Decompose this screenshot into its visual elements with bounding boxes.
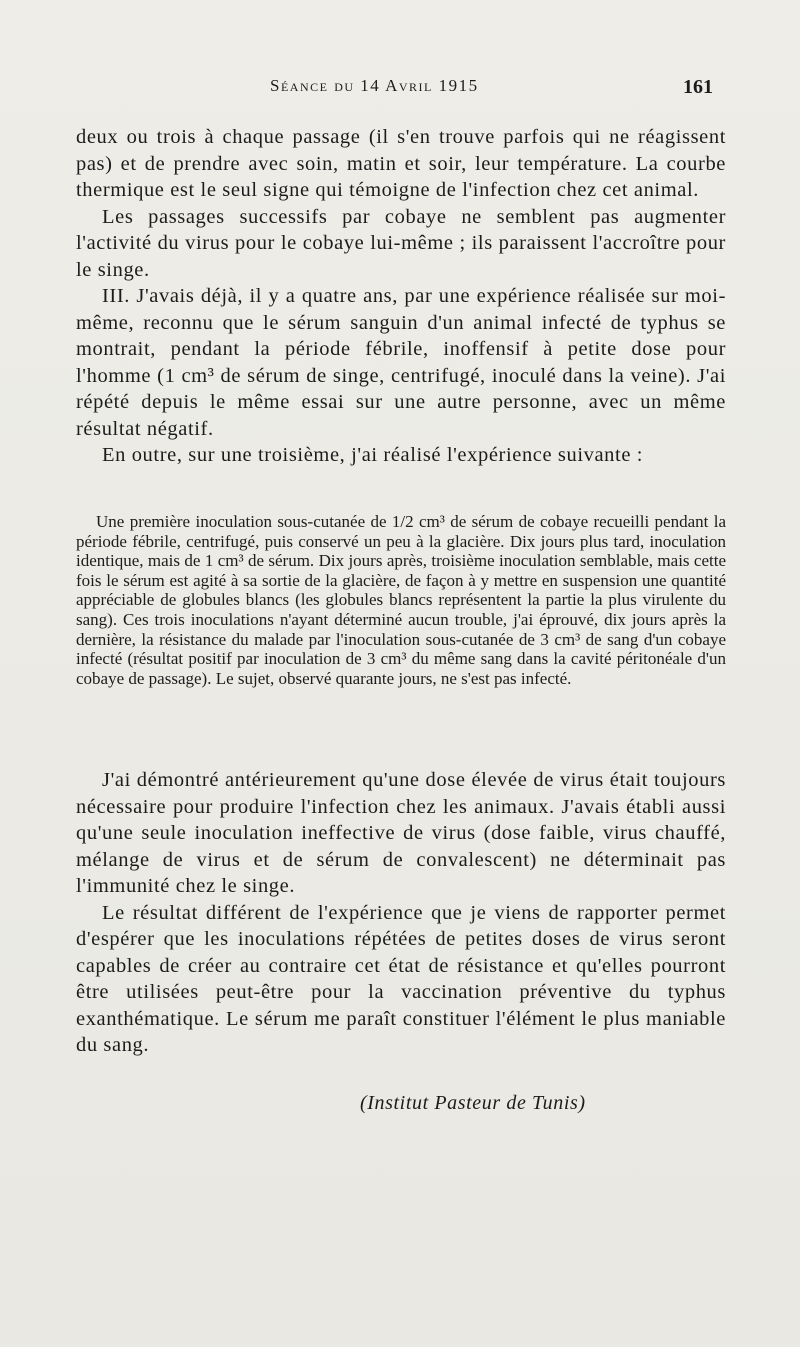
paragraph: Les passages successifs par cobaye ne semblent pas augmenter l'activité du virus pour le cobaye lui-même ; ils paraissent l'accroître pour le singe. [76, 205, 726, 281]
body-text-top [76, 124, 726, 469]
running-header: Séance du 14 Avril 1915 [270, 76, 479, 95]
paragraph-small: Une première inoculation sous-cutanée de 1/2 cm³ de sérum de cobaye recueilli pendant la période fébrile, centrifugé, puis conservé un peu à la glacière. Dix jours plus tard, inoculation identique, mais de 1 cm³ de sérum. Dix jours après, troisième inoculation semblable, mais cette fois le sérum est agité à sa sortie de la glacière, de façon à y mettre en suspension une quantité appréciable de globules blancs (les globules blancs représentent la partie la plus virulente du sang). Ces trois inoculations n'ayant déterminé aucun trouble, j'ai éprouvé, dix jours après la dernière, la résistance du malade par l'inoculation sous-cutanée de 3 cm³ de sang d'un cobaye infecté (résultat positif par inoculation de 3 cm³ du même sang dans la cavité péritonéale d'un cobaye de passage). Le sujet, observé quarante jours, ne s'est pas infecté. [76, 512, 726, 688]
page-number: 161 [683, 76, 713, 98]
experiment-description [76, 512, 726, 688]
paragraph: En outre, sur une troisième, j'ai réalisé l'expérience suivante : [102, 444, 644, 466]
paragraph: deux ou trois à chaque passage (il s'en trouve parfois qui ne réagissent pas) et de prendre avec soin, matin et soir, leur température. La courbe thermique est le seul signe qui témoigne de l'infection chez cet animal. [76, 126, 726, 201]
paragraph: III. J'avais déjà, il y a quatre ans, par une expérience réalisée sur moi-même, reconnu que le sérum sanguin d'un animal infecté de typhus se montrait, pendant la période fébrile, inoffensif à petite dose pour l'homme (1 cm³ de sérum de singe, centrifugé, inoculé dans la veine). J'ai répété depuis le même essai sur une autre personne, avec un même résultat négatif. [76, 285, 726, 440]
paragraph: J'ai démontré antérieurement qu'une dose élevée de virus était toujours nécessaire pour produire l'infection chez les animaux. J'avais établi aussi qu'une seule inoculation ineffective de virus (dose faible, virus chauffé, mélange de virus et de sérum de convalescent) ne déterminait pas l'immunité chez le singe. [76, 769, 726, 897]
paragraph: Le résultat différent de l'expérience que je viens de rapporter permet d'espérer que les inoculations répétées de petites doses de virus seront capables de créer au contraire cet état de résistance et qu'elles pourront être utilisées peut-être pour la vaccination préventive du typhus exanthématique. Le sérum me paraît constituer l'élément le plus maniable du sang. [76, 901, 726, 1056]
body-text-bottom [76, 767, 726, 1059]
institution-signature: (Institut Pasteur de Tunis) [360, 1092, 586, 1114]
